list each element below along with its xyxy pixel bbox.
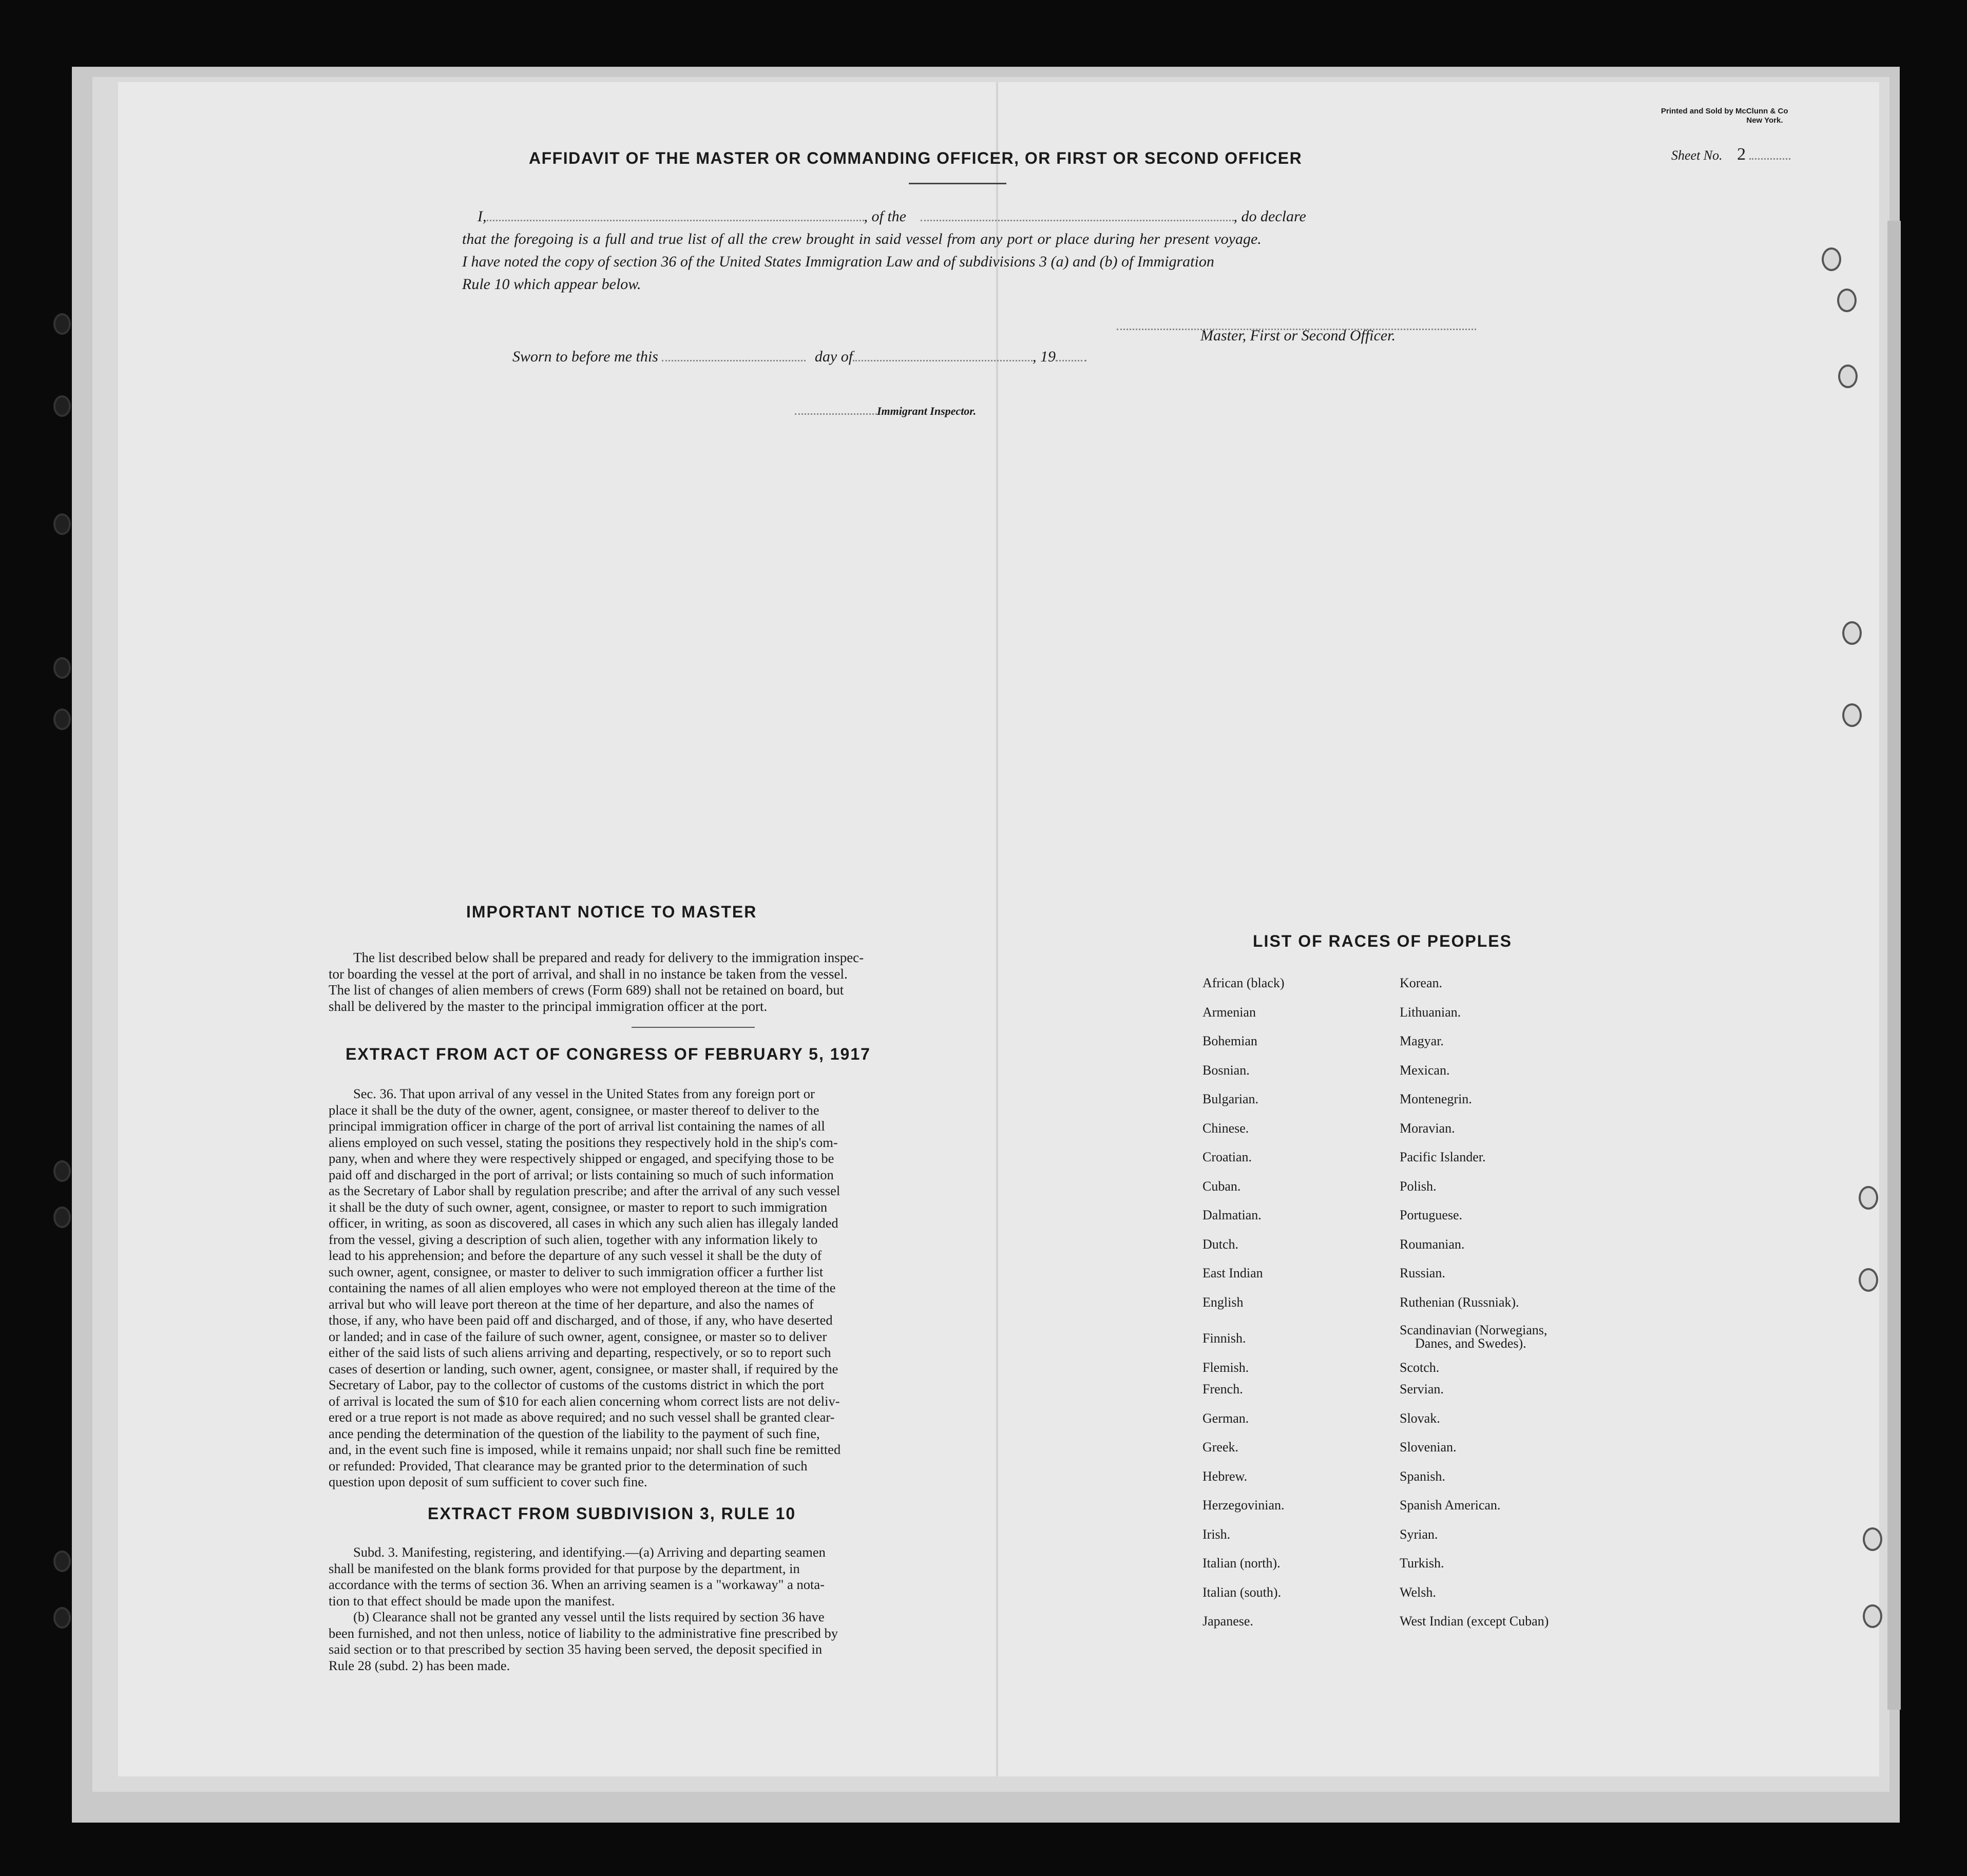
race-item: Syrian. — [1400, 1526, 1438, 1542]
race-item: Dalmatian. — [1202, 1208, 1262, 1222]
extract-act-line: containing the names of all alien employes who were not employed thereon at the time of the — [329, 1280, 836, 1295]
race-item: Japanese. — [1202, 1614, 1253, 1629]
race-item: Moravian. — [1400, 1120, 1455, 1136]
punch-hole — [1863, 1527, 1882, 1551]
race-item: Korean. — [1400, 975, 1443, 990]
race-item: Chinese. — [1202, 1120, 1249, 1136]
affidavit-do-declare-label: , do declare — [1233, 208, 1306, 225]
affidavit-line-3: I have noted the copy of section 36 of the United States Immigration Law and of subdivisions 3 (a) and (b) of Immigration — [462, 253, 1214, 270]
race-item: African (black) — [1202, 975, 1285, 990]
extract-rule-line: (b) Clearance shall not be granted any vessel until the lists required by section 36 have — [353, 1609, 825, 1624]
affidavit-of-the-label: , of the — [864, 208, 906, 225]
extract-act-line: pany, when and where they were respectively shipped or engaged, and specifying those to be — [329, 1151, 834, 1166]
race-item: Spanish American. — [1400, 1498, 1501, 1513]
sheet-number — [1671, 145, 1790, 164]
sworn-day-field[interactable] — [662, 355, 806, 361]
race-item: Finnish. — [1202, 1331, 1246, 1346]
races-title: LIST OF RACES OF PEOPLES — [1253, 932, 1512, 950]
race-item: Irish. — [1202, 1526, 1231, 1542]
sworn-month-field[interactable] — [853, 355, 1033, 361]
punch-hole — [1842, 621, 1862, 645]
binding-hole — [53, 513, 71, 535]
notice-line: The list described below shall be prepared and ready for delivery to the immigration inspec- — [353, 950, 864, 965]
race-item: Russian. — [1400, 1266, 1445, 1280]
race-item: Slovak. — [1400, 1410, 1440, 1426]
inspector-signature-field[interactable] — [795, 408, 877, 415]
extract-act-line: paid off and discharged in the port of arrival; or lists containing so much of such information — [329, 1166, 834, 1182]
extract-act-line: Secretary of Labor, pay to the collector of customs of the customs district in which the port — [329, 1377, 825, 1392]
section-rule — [632, 1027, 755, 1028]
page-fold — [996, 82, 998, 1776]
race-item: Flemish. — [1202, 1360, 1249, 1375]
races-column-2 — [1400, 975, 1549, 1643]
year-label: , 19 — [1033, 348, 1056, 365]
punch-hole — [1842, 703, 1862, 727]
race-item: West Indian (except Cuban) — [1400, 1614, 1549, 1629]
extract-rule-body — [329, 1544, 1042, 1674]
extract-act-title: EXTRACT FROM ACT OF CONGRESS OF FEBRUARY 5, 1917 — [346, 1045, 871, 1063]
punch-hole — [1822, 247, 1841, 271]
race-item: Bosnian. — [1202, 1062, 1250, 1078]
extract-act-line: arrival but who will leave port thereon at the time of her departure, and also the names of — [329, 1296, 814, 1312]
punch-hole — [1859, 1186, 1878, 1210]
extract-act-line: lead to his apprehension; and before the departure of any such vessel it shall be the duty of — [329, 1248, 822, 1263]
binding-hole — [53, 313, 71, 335]
vessel-name-field[interactable] — [921, 215, 1234, 221]
race-item: Mexican. — [1400, 1062, 1450, 1078]
extract-act-line: cases of desertion or landing, such owner, agent, consignee, or master shall, if required by the — [329, 1361, 838, 1376]
printer-line: New York. — [1746, 116, 1783, 125]
extract-rule-title: EXTRACT FROM SUBDIVISION 3, RULE 10 — [428, 1504, 796, 1523]
affidavit-i-label: I, — [478, 208, 487, 225]
race-item: Pacific Islander. — [1400, 1150, 1486, 1164]
binding-hole — [53, 709, 71, 730]
sheet-value: 2 — [1737, 145, 1746, 164]
affidavit-title: AFFIDAVIT OF THE MASTER OR COMMANDING OFFICER, OR FIRST OR SECOND OFFICER — [529, 149, 1303, 167]
extract-act-line: question upon deposit of sum sufficient to cover such fine. — [329, 1474, 647, 1489]
race-item: Bulgarian. — [1202, 1092, 1259, 1106]
punch-hole — [1838, 365, 1858, 388]
binding-hole — [53, 1607, 71, 1629]
inspector-label: Immigrant Inspector. — [877, 405, 977, 417]
race-item: Hebrew. — [1202, 1468, 1248, 1484]
sheet-label: Sheet No. — [1671, 148, 1723, 163]
race-item: Cuban. — [1202, 1178, 1241, 1194]
race-item: Portuguese. — [1400, 1208, 1463, 1222]
extract-act-line: officer, in writing, as soon as discovered, all cases in which any such alien has illegaly landed — [329, 1215, 838, 1231]
notice-body — [329, 950, 1042, 1014]
race-item: English — [1202, 1294, 1244, 1310]
binding-hole — [53, 657, 71, 679]
race-item: Polish. — [1400, 1178, 1437, 1194]
race-item: Dutch. — [1202, 1236, 1239, 1252]
extract-rule-line: shall be manifested on the blank forms provided for that purpose by the department, in — [329, 1560, 800, 1576]
master-signature-label: Master, First or Second Officer. — [1200, 327, 1396, 344]
page-edge — [1887, 221, 1901, 1710]
race-item: Slovenian. — [1400, 1440, 1457, 1454]
extract-act-line: or landed; and in case of the failure of such owner, agent, consignee, or master so to deliver — [329, 1328, 827, 1344]
race-item: Italian (north). — [1202, 1556, 1281, 1571]
race-item: Turkish. — [1400, 1556, 1444, 1571]
race-item: Magyar. — [1400, 1033, 1444, 1048]
binding-hole — [53, 1207, 71, 1228]
extract-act-line: either of the said lists of such aliens arriving and departing, respectively, or so to report such — [329, 1345, 831, 1360]
binding-hole — [53, 395, 71, 417]
extract-act-line: ance pending the determination of the question of the liability to the payment of such fine, — [329, 1425, 820, 1441]
race-item: Greek. — [1202, 1440, 1239, 1454]
race-item: East Indian — [1202, 1266, 1263, 1280]
race-item: Armenian — [1202, 1004, 1256, 1020]
extract-act-line: place it shall be the duty of the owner, agent, consignee, or master thereof to deliver to the — [329, 1102, 819, 1118]
manifest-page — [118, 82, 1879, 1776]
race-item: Croatian. — [1202, 1150, 1252, 1164]
punch-hole — [1863, 1604, 1882, 1628]
extract-rule-line: Rule 28 (subd. 2) has been made. — [329, 1657, 510, 1673]
extract-act-line: those, if any, who have been paid off and discharged, and of those, if any, who have deserted — [329, 1312, 833, 1328]
notice-line: The list of changes of alien members of crews (Form 689) shall not be retained on board, but — [329, 982, 844, 998]
sworn-label: Sworn to before me this — [512, 348, 658, 365]
race-item: Bohemian — [1202, 1033, 1257, 1048]
race-item: French. — [1202, 1382, 1243, 1396]
race-item: Spanish. — [1400, 1468, 1445, 1484]
notice-title: IMPORTANT NOTICE TO MASTER — [466, 903, 757, 921]
races-column-1 — [1202, 975, 1285, 1643]
officer-name-field[interactable] — [487, 215, 864, 221]
race-item: German. — [1202, 1410, 1249, 1426]
extract-act-line: principal immigration officer in charge of the port of arrival list containing the names of all — [329, 1118, 825, 1134]
inspector-line — [795, 405, 976, 418]
extract-act-line: ered or a true report is not made as above required; and no such vessel shall be granted clear- — [329, 1409, 835, 1425]
extract-act-line: Sec. 36. That upon arrival of any vessel in the United States from any foreign port or — [353, 1086, 815, 1101]
race-item: Scandinavian (Norwegians, — [1400, 1323, 1548, 1337]
race-item: Herzegovinian. — [1202, 1498, 1285, 1513]
extract-act-line: and, in the event such fine is imposed, while it remains unpaid; nor shall such fine be remitted — [329, 1442, 841, 1457]
sworn-year-field[interactable] — [1056, 355, 1086, 361]
extract-act-line: aliens employed on such vessel, stating the positions they respectively hold in the ship's com- — [329, 1134, 838, 1150]
punch-hole — [1859, 1268, 1878, 1292]
race-item: Lithuanian. — [1400, 1004, 1461, 1020]
race-item: Scotch. — [1400, 1360, 1440, 1375]
printer-line: Printed and Sold by McClunn & Co — [1661, 107, 1788, 116]
affidavit-line-2: that the foregoing is a full and true list of all the crew brought in said vessel from any port or place during her present voyage. — [462, 231, 1262, 247]
race-item: Welsh. — [1400, 1584, 1436, 1600]
extract-rule-line: Subd. 3. Manifesting, registering, and identifying.—(a) Arriving and departing seamen — [353, 1544, 826, 1560]
race-item: Ruthenian (Russniak). — [1400, 1294, 1519, 1310]
extract-rule-line: accordance with the terms of section 36. When an arriving seamen is a "workaway" a nota- — [329, 1577, 825, 1592]
extract-act-line: from the vessel, giving a description of such alien, together with any information likely to — [329, 1231, 818, 1247]
extract-act-line: such owner, agent, consignee, or master to deliver to such immigration officer a further list — [329, 1264, 824, 1279]
extract-rule-line: tion to that effect should be made upon the manifest. — [329, 1593, 615, 1609]
race-item-scandinavian — [1400, 1324, 1549, 1353]
extract-act-line: it shall be the duty of such owner, agent, consignee, or master to report to such immigration — [329, 1199, 828, 1215]
day-of-label: day of — [814, 348, 853, 365]
notice-line: tor boarding the vessel at the port of arrival, and shall in no instance be taken from the vessel. — [329, 966, 848, 982]
extract-act-line: or refunded: Provided, That clearance may be granted prior to the determination of such — [329, 1458, 808, 1473]
extract-rule-line: been furnished, and not then unless, notice of liability to the administrative fine prescribed by — [329, 1625, 838, 1641]
extract-act-line: of arrival is located the sum of $10 for each alien concerning whom correct lists are not deliv- — [329, 1393, 840, 1409]
race-item: Montenegrin. — [1400, 1092, 1472, 1106]
affidavit-line-4: Rule 10 which appear below. — [462, 276, 641, 293]
extract-act-body — [329, 1086, 1042, 1490]
notice-line: shall be delivered by the master to the principal immigration officer at the port. — [329, 998, 768, 1014]
race-item-continuation: Danes, and Swedes). — [1415, 1336, 1526, 1351]
race-item: Servian. — [1400, 1382, 1444, 1396]
affidavit-line-1 — [478, 208, 1306, 225]
extract-rule-line: said section or to that prescribed by section 35 having been served, the deposit specified in — [329, 1641, 823, 1657]
printer-imprint — [1661, 107, 1788, 125]
extract-act-line: as the Secretary of Labor shall by regulation prescribe; and after the arrival of any such vessel — [329, 1183, 841, 1198]
race-item: Roumanian. — [1400, 1236, 1465, 1252]
punch-hole — [1837, 289, 1857, 312]
race-item: Italian (south). — [1202, 1584, 1282, 1600]
title-rule — [909, 183, 1006, 184]
sworn-line — [512, 348, 1086, 366]
binding-hole — [53, 1160, 71, 1182]
binding-hole — [53, 1550, 71, 1572]
